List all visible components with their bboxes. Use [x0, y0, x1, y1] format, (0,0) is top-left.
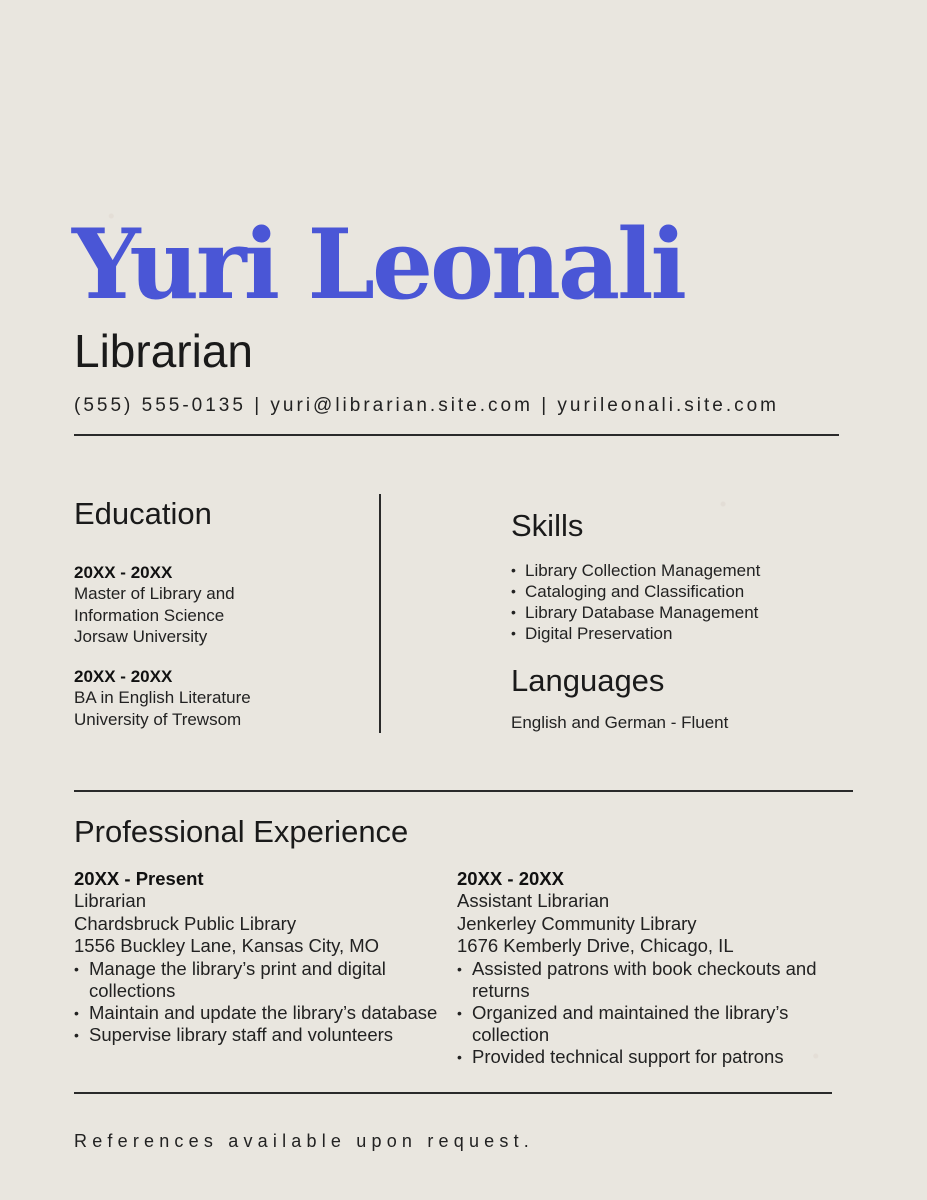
job-employer: Chardsbruck Public Library	[74, 912, 297, 934]
job-bullets	[457, 958, 847, 1068]
education-school: Jorsaw University	[74, 627, 208, 646]
education-degree: Master of Library and	[74, 584, 235, 603]
languages-text: English and German - Fluent	[511, 713, 729, 732]
list-item: • Assisted patrons with book checkouts and returns	[457, 958, 847, 1002]
skills-heading: Skills	[511, 508, 584, 543]
section-divider	[74, 790, 853, 792]
education-school: University of Trewsom	[74, 709, 242, 729]
education-entry	[74, 666, 364, 730]
education-dates: 20XX - 20XX	[74, 563, 173, 582]
list-item: • Digital Preservation	[511, 623, 841, 644]
contact-line: (555) 555-0135 | yuri@librarian.site.com | yurileonali.site.com	[74, 395, 779, 416]
experience-heading: Professional Experience	[74, 814, 409, 849]
skills-list	[511, 560, 841, 644]
job-role: Librarian	[74, 890, 146, 911]
header-divider	[74, 434, 839, 436]
education-heading: Education	[74, 496, 212, 531]
references-note: References available upon request.	[74, 1131, 534, 1151]
list-item: • Organized and maintained the library’s collection	[457, 1002, 847, 1046]
job-entry	[457, 868, 847, 1068]
footer-divider	[74, 1092, 832, 1094]
job-title: Librarian	[74, 325, 253, 377]
job-address: 1676 Kemberly Drive, Chicago, IL	[457, 935, 734, 956]
education-entry	[74, 562, 364, 648]
job-entry	[74, 868, 439, 1046]
job-dates: 20XX - Present	[74, 868, 204, 889]
list-item: • Maintain and update the library’s database	[74, 1002, 439, 1024]
list-item: • Provided technical support for patrons	[457, 1046, 847, 1068]
list-item: • Supervise library staff and volunteers	[74, 1024, 439, 1046]
languages-heading: Languages	[511, 663, 665, 698]
job-address: 1556 Buckley Lane, Kansas City, MO	[74, 935, 380, 956]
job-dates: 20XX - 20XX	[457, 868, 564, 889]
list-item: • Manage the library’s print and digital collections	[74, 958, 439, 1002]
job-bullets	[74, 958, 439, 1046]
education-degree: Information Science	[74, 605, 225, 625]
job-employer: Jenkerley Community Library	[457, 912, 697, 934]
list-item: • Cataloging and Classification	[511, 581, 841, 602]
education-degree: BA in English Literature	[74, 688, 251, 707]
list-item: • Library Database Management	[511, 602, 841, 623]
column-divider	[379, 494, 381, 733]
job-role: Assistant Librarian	[457, 890, 610, 911]
candidate-name: Yuri Leonali	[72, 208, 684, 321]
education-dates: 20XX - 20XX	[74, 667, 173, 686]
list-item: • Library Collection Management	[511, 560, 841, 581]
